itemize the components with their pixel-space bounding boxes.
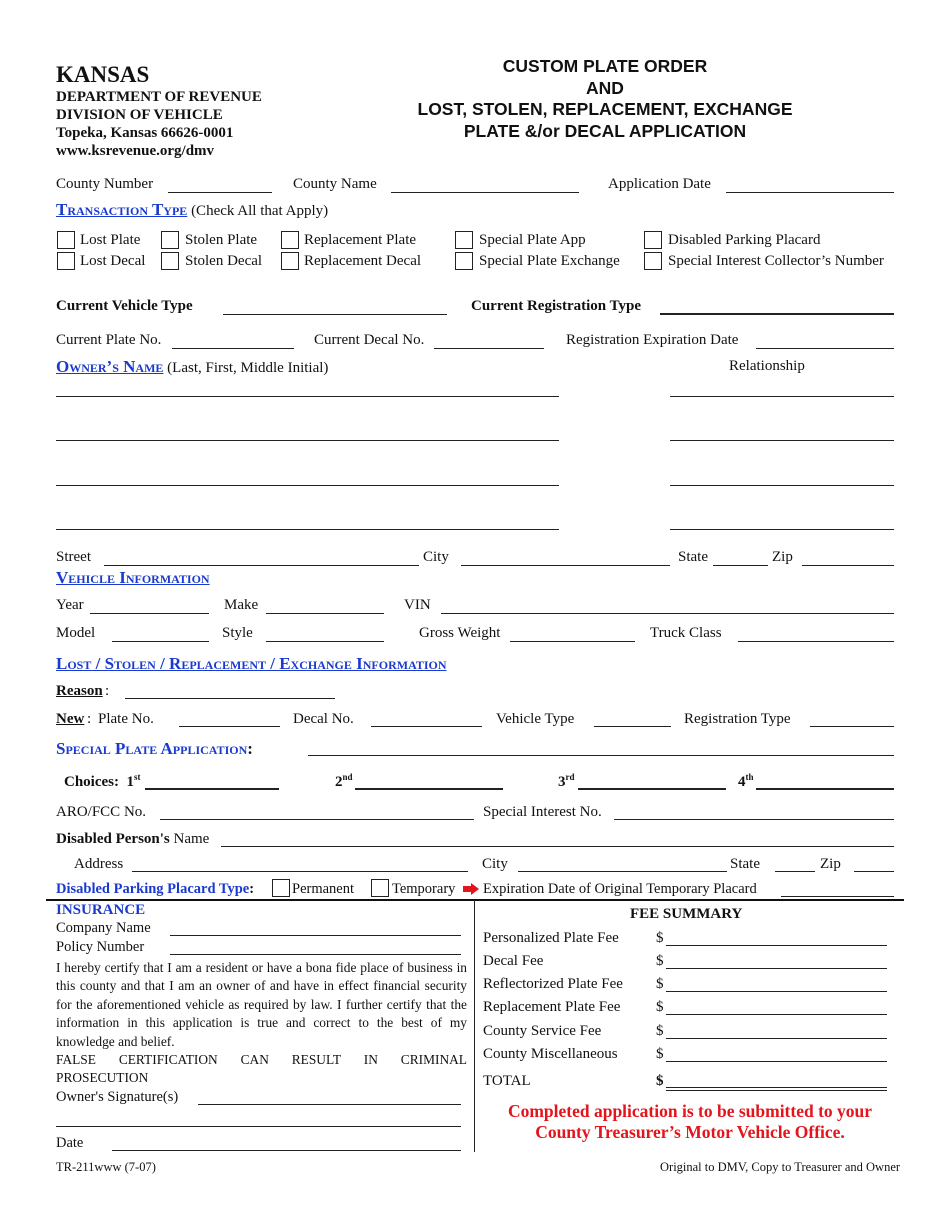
disabled-zip-field[interactable] — [854, 871, 894, 872]
relationship-field[interactable] — [670, 396, 894, 397]
current-plate-no-label: Current Plate No. — [56, 332, 162, 348]
truck-class-field[interactable] — [738, 641, 894, 642]
county-name-label: County Name — [293, 176, 377, 192]
owner-name-field[interactable] — [56, 485, 559, 486]
lost-stolen-heading: Lost / Stolen / Replacement / Exchange Information — [56, 654, 447, 673]
disabled-zip-label: Zip — [820, 856, 841, 872]
date-label: Date — [56, 1135, 84, 1151]
special-interest-no-label: Special Interest No. — [483, 804, 602, 820]
aro-fcc-field[interactable] — [160, 819, 474, 820]
year-label: Year — [56, 597, 84, 613]
new-label: New — [56, 711, 85, 727]
transaction-type-section — [56, 200, 328, 220]
current-vehicle-type-field[interactable] — [223, 314, 447, 315]
title-line: AND — [586, 77, 624, 98]
new-vehicle-type-label: Vehicle Type — [496, 711, 575, 727]
model-field[interactable] — [112, 641, 209, 642]
currency-symbol: $ — [656, 1046, 664, 1062]
stolen-plate-label: Stolen Plate — [185, 232, 258, 248]
current-registration-type-field[interactable] — [660, 313, 894, 315]
choice-2-field[interactable] — [355, 788, 503, 790]
title-line: CUSTOM PLATE ORDER — [502, 56, 708, 76]
disabled-city-field[interactable] — [518, 871, 727, 872]
company-name-label: Company Name — [56, 920, 151, 936]
owner-name-field[interactable] — [56, 529, 559, 530]
aro-fcc-label: ARO/FCC No. — [56, 804, 147, 820]
gross-weight-label: Gross Weight — [419, 625, 501, 641]
placard-type-label: Disabled Parking Placard Type: — [56, 881, 255, 897]
disabled-person-name-field[interactable] — [221, 846, 894, 847]
division-name: DIVISION OF VEHICLE — [56, 107, 223, 123]
total-field[interactable] — [666, 1087, 887, 1088]
currency-symbol: $ — [656, 930, 664, 946]
new-registration-type-label: Registration Type — [684, 711, 791, 727]
relationship-field[interactable] — [670, 440, 894, 441]
decal-fee-field[interactable] — [666, 968, 887, 969]
fee-label: County Service Fee — [483, 1023, 602, 1039]
owner-name-heading: Owner’s Name — [56, 357, 164, 376]
choice-3-number: 3 — [558, 774, 566, 790]
form-number: TR-211www (7-07) — [56, 1160, 156, 1174]
special-interest-no-field[interactable] — [614, 819, 894, 820]
replacement-plate-label: Replacement Plate — [304, 232, 417, 248]
model-label: Model — [56, 625, 96, 641]
agency-website: www.ksrevenue.org/dmv — [56, 143, 215, 159]
submission-notice: Completed application is to be submitted to your County Treasurer’s Motor Vehicle Office. — [507, 1101, 873, 1142]
fee-label: Reflectorized Plate Fee — [483, 976, 623, 992]
disabled-state-field[interactable] — [775, 871, 815, 872]
expiration-date-field[interactable] — [781, 896, 894, 897]
make-label: Make — [224, 597, 259, 613]
title-line: LOST, STOLEN, REPLACEMENT, EXCHANGE — [417, 99, 793, 119]
currency-symbol: $ — [656, 1073, 664, 1089]
agency-address: Topeka, Kansas 66626-0001 — [56, 125, 234, 141]
street-field[interactable] — [104, 565, 419, 566]
transaction-type-note: (Check All that Apply) — [191, 203, 329, 219]
choices-label — [64, 772, 141, 791]
new-vehicle-type-field[interactable] — [594, 726, 671, 727]
owner-name-section — [56, 357, 328, 377]
fee-label: County Miscellaneous — [483, 1046, 618, 1062]
choice-4-field[interactable] — [756, 788, 894, 790]
lost-decal-checkbox[interactable] — [57, 252, 75, 270]
choice-3-field[interactable] — [578, 788, 726, 790]
stolen-decal-label: Stolen Decal — [185, 253, 263, 269]
vin-label: VIN — [404, 597, 431, 613]
application-date-field[interactable] — [726, 192, 894, 193]
new-registration-type-field[interactable] — [810, 726, 894, 727]
state-name: KANSAS — [56, 62, 150, 87]
truck-class-label: Truck Class — [650, 625, 722, 641]
fee-label: Personalized Plate Fee — [483, 930, 619, 946]
reason-label — [56, 683, 103, 700]
replacement-plate-fee-field[interactable] — [666, 1014, 887, 1015]
replacement-decal-checkbox[interactable] — [281, 252, 299, 270]
currency-symbol: $ — [656, 1023, 664, 1039]
owner-name-field[interactable] — [56, 396, 559, 397]
reflectorized-plate-fee-field[interactable] — [666, 991, 887, 992]
choice-2-label — [335, 772, 353, 791]
reason-text: Reason — [56, 683, 103, 699]
arrow-right-icon — [463, 883, 480, 895]
form-title — [380, 56, 830, 142]
county-number-field[interactable] — [168, 192, 272, 193]
policy-number-field[interactable] — [170, 954, 461, 955]
disabled-person-bold: Disabled Person's — [56, 831, 170, 847]
choice-4-label — [738, 772, 754, 791]
signature-field-2[interactable] — [56, 1126, 461, 1127]
expiration-date-label: Expiration Date of Original Temporary Placard — [483, 881, 757, 897]
special-plate-field[interactable] — [308, 755, 894, 756]
currency-symbol: $ — [656, 976, 664, 992]
signature-field[interactable] — [198, 1104, 461, 1105]
choice-1-suffix: st — [134, 772, 141, 782]
special-interest-collector-label: Special Interest Collector’s Number — [668, 253, 884, 269]
disabled-person-name-text: Name — [173, 831, 210, 847]
company-name-field[interactable] — [170, 935, 461, 936]
disabled-address-field[interactable] — [132, 871, 468, 872]
new-plate-no-label: Plate No. — [98, 711, 154, 727]
choice-2-number: 2 — [335, 774, 343, 790]
style-field[interactable] — [266, 641, 384, 642]
currency-symbol: $ — [656, 999, 664, 1015]
county-name-field[interactable] — [391, 192, 579, 193]
registration-expiration-field[interactable] — [756, 348, 894, 349]
choice-4-number: 4 — [738, 774, 746, 790]
false-certification-warning: FALSE CERTIFICATION CAN RESULT IN CRIMINAL PROSECUTION — [56, 1052, 467, 1086]
insurance-heading: INSURANCE — [56, 902, 146, 918]
section-divider — [46, 899, 904, 901]
replacement-decal-label: Replacement Decal — [304, 253, 422, 269]
county-number-label: County Number — [56, 176, 154, 192]
permanent-checkbox[interactable] — [272, 879, 290, 897]
relationship-field[interactable] — [670, 485, 894, 486]
gross-weight-field[interactable] — [510, 641, 635, 642]
date-field[interactable] — [112, 1150, 461, 1151]
lost-plate-label: Lost Plate — [80, 232, 141, 248]
new-plate-no-field[interactable] — [179, 726, 280, 727]
vin-field[interactable] — [441, 613, 894, 614]
column-divider — [474, 900, 475, 1152]
zip-label: Zip — [772, 549, 793, 565]
stolen-decal-checkbox[interactable] — [161, 252, 179, 270]
vehicle-information-heading: Vehicle Information — [56, 568, 210, 587]
department-name: DEPARTMENT OF REVENUE — [56, 89, 262, 105]
transaction-type-heading: Transaction Type — [56, 200, 188, 219]
lost-plate-checkbox[interactable] — [57, 231, 75, 249]
lost-decal-label: Lost Decal — [80, 253, 146, 269]
zip-field[interactable] — [802, 565, 894, 566]
relationship-field[interactable] — [670, 529, 894, 530]
choice-1-number: 1 — [126, 774, 134, 790]
owner-name-field[interactable] — [56, 440, 559, 441]
stolen-plate-checkbox[interactable] — [161, 231, 179, 249]
signature-label: Owner's Signature(s) — [56, 1089, 179, 1105]
certification-text: I hereby certify that I am a resident or have a bona fide place of business in this county and that I am an owner of and have in effect financial security for the aforementioned vehicle as required by law. I further certify that the information in this application is true and correct to the best of my knowledge and belief. — [56, 960, 467, 1049]
policy-number-label: Policy Number — [56, 939, 145, 955]
registration-expiration-label: Registration Expiration Date — [566, 332, 739, 348]
current-plate-no-field[interactable] — [172, 348, 294, 349]
title-line: PLATE &/or DECAL APPLICATION — [463, 120, 747, 141]
special-plate-section: Special Plate Application: — [56, 739, 253, 758]
style-label: Style — [222, 625, 253, 641]
current-registration-type-label: Current Registration Type — [471, 298, 641, 314]
state-label: State — [678, 549, 708, 565]
choice-4-suffix: th — [745, 772, 754, 782]
year-field[interactable] — [90, 613, 209, 614]
placard-type-text: Disabled Parking Placard Type — [56, 881, 250, 897]
disabled-parking-placard-checkbox[interactable] — [644, 231, 662, 249]
special-plate-app-label: Special Plate App — [479, 232, 586, 248]
special-plate-exchange-checkbox[interactable] — [455, 252, 473, 270]
current-vehicle-type-label: Current Vehicle Type — [56, 298, 193, 314]
special-plate-exchange-label: Special Plate Exchange — [479, 253, 620, 269]
state-field[interactable] — [713, 565, 768, 566]
fee-label: Decal Fee — [483, 953, 544, 969]
agency-block — [56, 62, 262, 160]
application-date-label: Application Date — [608, 176, 711, 192]
disabled-parking-placard-label: Disabled Parking Placard — [668, 232, 821, 248]
choice-2-suffix: nd — [342, 772, 353, 782]
new-decal-no-field[interactable] — [371, 726, 482, 727]
reason-field[interactable] — [125, 698, 335, 699]
new-decal-no-label: Decal No. — [293, 711, 354, 727]
disabled-state-label: State — [730, 856, 760, 872]
replacement-plate-checkbox[interactable] — [281, 231, 299, 249]
disabled-city-label: City — [482, 856, 508, 872]
choice-3-suffix: rd — [565, 772, 575, 782]
new-colon: : — [87, 711, 92, 727]
total-double-underline — [666, 1090, 887, 1091]
county-miscellaneous-fee-field[interactable] — [666, 1061, 887, 1062]
owner-name-note: (Last, First, Middle Initial) — [167, 360, 329, 376]
county-service-fee-field[interactable] — [666, 1038, 887, 1039]
temporary-label: Temporary — [392, 881, 456, 897]
reason-colon: : — [105, 683, 110, 699]
special-plate-heading: Special Plate Application — [56, 739, 248, 758]
city-label: City — [423, 549, 449, 565]
temporary-checkbox[interactable] — [371, 879, 389, 897]
total-label: TOTAL — [483, 1073, 531, 1089]
currency-symbol: $ — [656, 953, 664, 969]
distribution-note: Original to DMV, Copy to Treasurer and Owner — [660, 1160, 901, 1174]
current-decal-no-label: Current Decal No. — [314, 332, 425, 348]
city-field[interactable] — [461, 565, 670, 566]
fee-label: Replacement Plate Fee — [483, 999, 621, 1015]
choice-1-field[interactable] — [145, 788, 279, 790]
permanent-label: Permanent — [292, 881, 355, 897]
current-decal-no-field[interactable] — [434, 348, 544, 349]
street-label: Street — [56, 549, 91, 565]
choices-text: Choices: — [64, 774, 119, 790]
special-plate-app-checkbox[interactable] — [455, 231, 473, 249]
disabled-person-label — [56, 831, 209, 848]
personalized-plate-fee-field[interactable] — [666, 945, 887, 946]
fee-summary-heading: FEE SUMMARY — [630, 906, 743, 922]
relationship-label: Relationship — [729, 358, 805, 374]
special-interest-collector-checkbox[interactable] — [644, 252, 662, 270]
disabled-address-label: Address — [74, 856, 124, 872]
choice-3-label — [558, 772, 575, 791]
make-field[interactable] — [266, 613, 384, 614]
